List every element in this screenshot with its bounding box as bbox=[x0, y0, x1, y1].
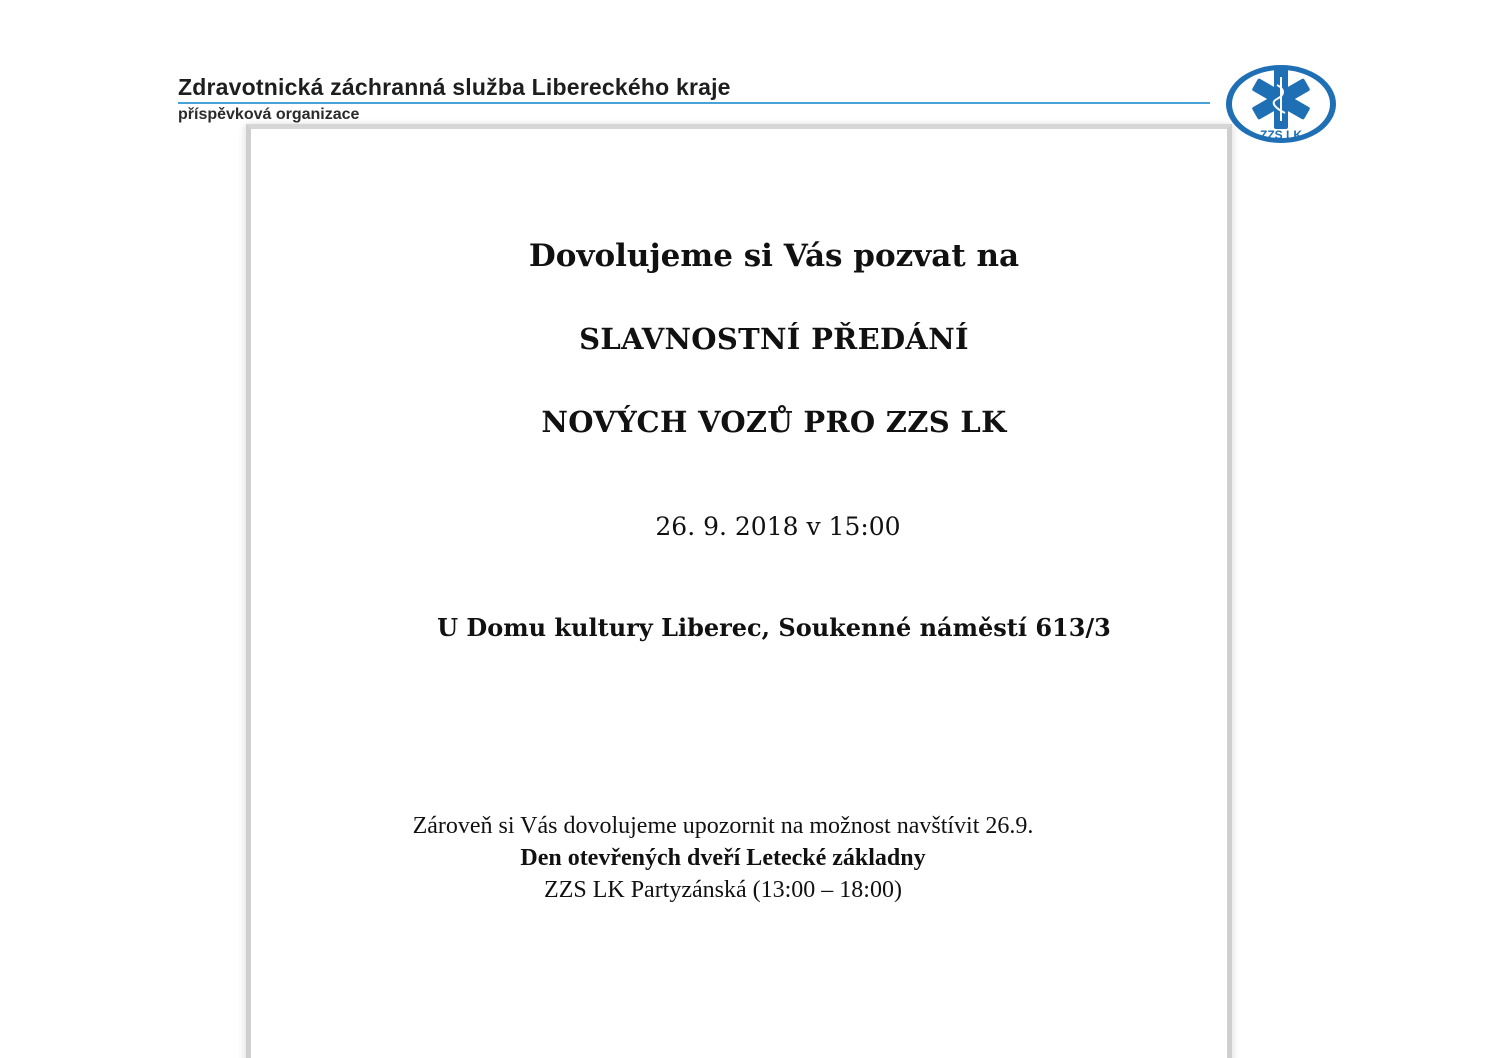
event-title-line-2: NOVÝCH VOZŮ PRO ZZS LK bbox=[541, 405, 1007, 439]
logo-text: ZZS LK bbox=[1260, 128, 1302, 142]
event-title-line-1: SLAVNOSTNÍ PŘEDÁNÍ bbox=[579, 322, 969, 356]
organization-type: příspěvková organizace bbox=[178, 106, 360, 123]
open-day-details: ZZS LK Partyzánská (13:00 – 18:00) bbox=[544, 877, 902, 903]
event-location: U Domu kultury Liberec, Soukenné náměstí 613/3 bbox=[437, 613, 1111, 642]
invitation-intro: Dovolujeme si Vás pozvat na bbox=[528, 238, 1020, 274]
open-day-title: Den otevřených dveří Letecké základny bbox=[520, 845, 926, 871]
header-rule bbox=[178, 102, 1210, 104]
zzs-lk-logo bbox=[1224, 63, 1338, 145]
organization-name: Zdravotnická záchranná služba Libereckého kraje bbox=[178, 74, 731, 100]
event-datetime: 26. 9. 2018 v 15:00 bbox=[655, 512, 901, 541]
additional-info-line-1: Zároveň si Vás dovolujeme upozornit na možnost navštívit 26.9. bbox=[412, 813, 1034, 839]
